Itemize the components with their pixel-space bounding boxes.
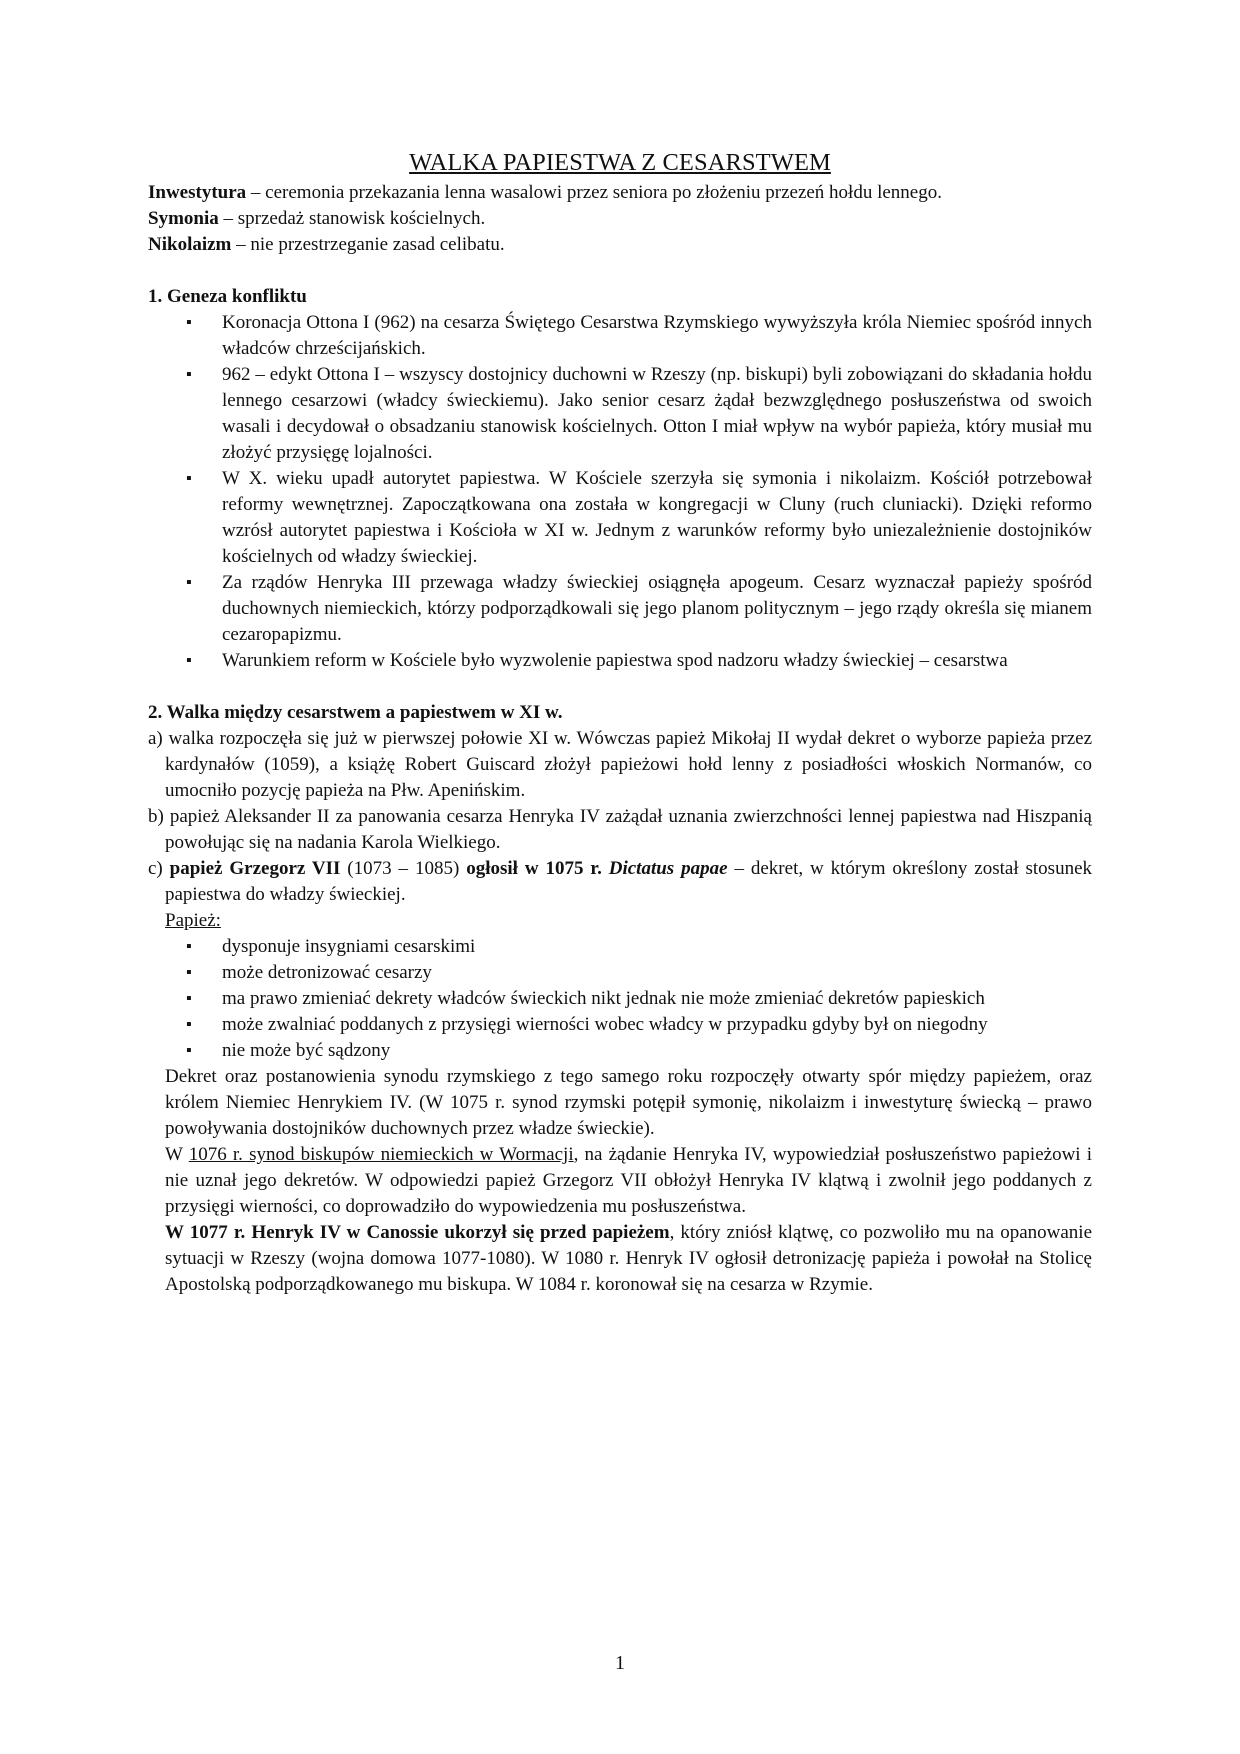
term: Symonia — [148, 208, 219, 229]
section-heading-2: 2. Walka między cesarstwem a papiestwem w XI w. — [148, 702, 563, 723]
definition-text: – nie przestrzeganie zasad celibatu. — [231, 234, 505, 255]
term: Inwestytura — [148, 182, 247, 203]
list-item: ▪ dysponuje insygniami cesarskimi — [148, 934, 1092, 960]
list-item-a: a) walka rozpoczęła się już w pierwszej połowie XI w. Wówczas papież Mikołaj II wydał dekret o wyborze papieża przez kardynałów (1059), a książę Robert Guiscard złożył papieżowi hołd lenny z posiadłości włoskich Normanów, co umocniło pozycję papieża na Płw. Apenińskim. — [148, 728, 1092, 801]
dictatus-papae-title: Dictatus papae — [608, 858, 728, 879]
list-item-b: b) papież Aleksander II za panowania cesarza Henryka IV zażądał uznania zwierzchności lennej papiestwa nad Hiszpanią powołując się na nadania Karola Wielkiego. — [148, 806, 1092, 853]
paragraph-wormacja — [148, 1142, 1092, 1220]
list-item: ▪ Koronacja Ottona I (962) na cesarza Świętego Cesarstwa Rzymskiego wywyższyła króla Niemiec spośród innych władców chrześcijańskich. — [148, 310, 1092, 362]
paragraph-canossa — [148, 1220, 1092, 1298]
definition-text: – ceremonia przekazania lenna wasalowi przez seniora po złożeniu przezeń hołdu lennego. — [246, 182, 942, 203]
list-item: ▪ Warunkiem reform w Kościele było wyzwolenie papiestwa spod nadzoru władzy świeckiej – cesarstwa — [148, 648, 1092, 674]
spacer — [148, 258, 1092, 284]
bold-text: W 1077 r. Henryk IV w Canossie ukorzył się przed papieżem — [165, 1222, 670, 1243]
prefix: c) — [148, 858, 170, 879]
papiez-label: Papież: — [165, 910, 221, 931]
term: Nikolaizm — [148, 234, 232, 255]
text: W — [165, 1144, 189, 1165]
text: , na żądanie Henryka IV, wypowiedział posłuszeństwo papieżowi i nie uznał jego dekretów. W odpowiedzi papież Grzegorz VII obłożył Henryka IV klątwą i zwolnił jego poddanych z przysięgi wierności, co doprowadziło do wypowiedzenia mu posłuszeństwa. — [165, 1144, 1092, 1217]
list-item: ▪ 962 – edykt Ottona I – wszyscy dostojnicy duchowni w Rzeszy (np. biskupi) byli zobowiązani do składania hołdu lennego cesarzowi (władcy świeckiemu). Jako senior cesarz żądał bezwzględnego posłuszeństwa od swoich wasali i decydował o obsadzaniu stanowisk kościelnych. Otton I miał wpływ na wybór papieża, który musiał mu złożyć przysięgę lojalności. — [148, 362, 1092, 466]
spacer — [148, 674, 1092, 700]
section-heading-1: 1. Geneza konfliktu — [148, 286, 307, 307]
definition-nikolaizm — [148, 232, 1092, 258]
definition-inwestytura — [148, 180, 1092, 206]
section1-bullet-list — [148, 310, 1092, 674]
list-item: ▪ może detronizować cesarzy — [148, 960, 1092, 986]
text: – dekret, w którym określony został stosunek papiestwa do władzy świeckiej. — [165, 858, 1093, 905]
list-item: ▪ Za rządów Henryka III przewaga władzy świeckiej osiągnęła apogeum. Cesarz wyznaczał papieży spośród duchownych niemieckich, którzy podporządkowali się jego planom politycznym – jego rządy określa się mianem cezaropapizmu. — [148, 570, 1092, 648]
definition-symonia — [148, 206, 1092, 232]
page-number: 1 — [615, 1652, 625, 1674]
text: , który zniósł klątwę, co pozwoliło mu na opanowanie sytuacji w Rzeszy (wojna domowa 1077-1080). W 1080 r. Henryk IV ogłosił detronizację papieża i powołał na Stolicę Apostolską podporządkowanego mu biskupa. W 1084 r. koronował się na cesarza w Rzymie. — [165, 1222, 1092, 1295]
papiez-bullet-list — [148, 934, 1092, 1064]
list-item: ▪ W X. wieku upadł autorytet papiestwa. W Kościele szerzyła się symonia i nikolaizm. Kościół potrzebował reformy wewnętrznej. Zapoczątkowana ona została w kongregacji w Cluny (ruch cluniacki). Dzięki reformo wzrósł autorytet papiestwa i Kościoła w XI w. Jednym z warunków reformy było uniezależnienie dostojników kościelnych od władzy świeckiej. — [148, 466, 1092, 570]
list-item-c — [148, 856, 1092, 908]
list-item: ▪ ma prawo zmieniać dekrety władców świeckich nikt jednak nie może zmieniać dekretów papieskich — [148, 986, 1092, 1012]
underlined-text: 1076 r. synod biskupów niemieckich w Wormacji — [188, 1144, 574, 1165]
section2-alpha-list — [148, 726, 1092, 908]
text: (1073 – 1085) — [340, 858, 467, 879]
bold-text: papież Grzegorz VII — [169, 858, 341, 879]
page-title: WALKA PAPIESTWA Z CESARSTWEM — [409, 149, 831, 176]
list-item: ▪ nie może być sądzony — [148, 1038, 1092, 1064]
document-page — [148, 148, 1092, 1298]
paragraph-dekret: Dekret oraz postanowienia synodu rzymskiego z tego samego roku rozpoczęły otwarty spór między papieżem, oraz królem Niemiec Henrykiem IV. (W 1075 r. synod rzymski potępił symonię, nikolaizm i inwestyturę świecką – prawo powoływania dostojników duchownych przez władze świeckie). — [165, 1066, 1092, 1139]
definition-text: – sprzedaż stanowisk kościelnych. — [218, 208, 486, 229]
papiez-label-line — [148, 908, 1092, 934]
list-item: ▪ może zwalniać poddanych z przysięgi wierności wobec władcy w przypadku gdyby był on niegodny — [148, 1012, 1092, 1038]
bold-text: ogłosił w 1075 r. — [466, 858, 609, 879]
